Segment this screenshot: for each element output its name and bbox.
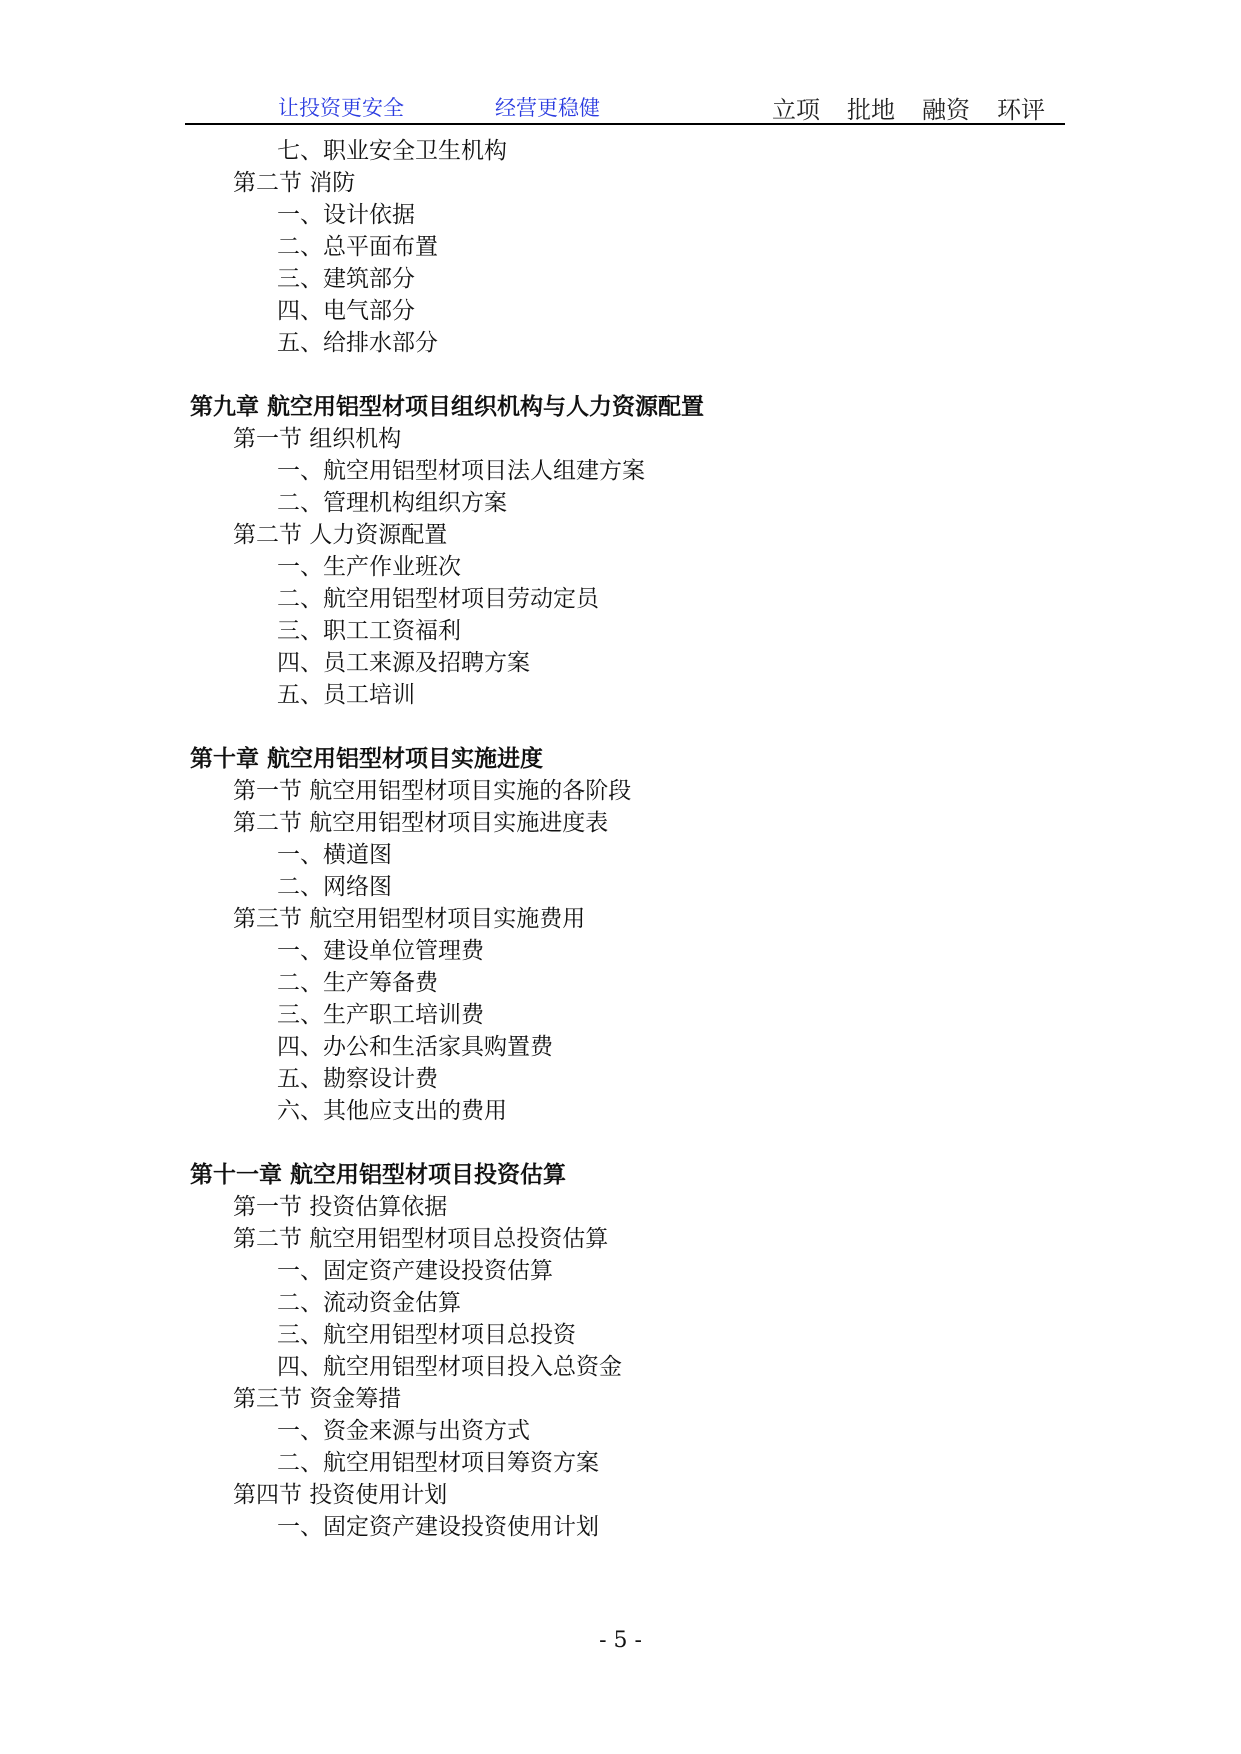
- toc-item: 三、职工工资福利: [277, 618, 461, 644]
- toc-section: 第一节 航空用铝型材项目实施的各阶段: [233, 778, 632, 804]
- toc-item: 六、其他应支出的费用: [277, 1098, 507, 1124]
- toc-item: 五、勘察设计费: [277, 1066, 438, 1092]
- header-tag-pidi: 批地: [847, 96, 895, 124]
- toc-item: 二、航空用铝型材项目筹资方案: [277, 1450, 599, 1476]
- toc-item: 一、资金来源与出资方式: [277, 1418, 530, 1444]
- toc-item: 三、生产职工培训费: [277, 1002, 484, 1028]
- toc-item: 一、建设单位管理费: [277, 938, 484, 964]
- toc-item: 四、办公和生活家具购置费: [277, 1034, 553, 1060]
- toc-item: 二、网络图: [277, 874, 392, 900]
- toc-item: 五、给排水部分: [277, 330, 438, 356]
- toc-chapter: 第十章 航空用铝型材项目实施进度: [190, 745, 544, 772]
- toc-section: 第一节 投资估算依据: [233, 1194, 448, 1220]
- toc-item: 四、航空用铝型材项目投入总资金: [277, 1354, 622, 1380]
- toc-section: 第三节 资金筹措: [233, 1386, 402, 1412]
- toc-section: 第三节 航空用铝型材项目实施费用: [233, 906, 586, 932]
- toc-item: 一、横道图: [277, 842, 392, 868]
- toc-item: 五、员工培训: [277, 682, 415, 708]
- header-tag-rongzi: 融资: [922, 96, 970, 124]
- toc-item: 二、流动资金估算: [277, 1290, 461, 1316]
- toc-chapter: 第九章 航空用铝型材项目组织机构与人力资源配置: [190, 393, 705, 420]
- toc-item: 二、生产筹备费: [277, 970, 438, 996]
- toc-section: 第二节 消防: [233, 170, 356, 196]
- toc-chapter: 第十一章 航空用铝型材项目投资估算: [190, 1161, 567, 1188]
- toc-item: 三、航空用铝型材项目总投资: [277, 1322, 576, 1348]
- toc-item: 一、生产作业班次: [277, 554, 461, 580]
- toc-section: 第四节 投资使用计划: [233, 1482, 448, 1508]
- toc-section: 第二节 航空用铝型材项目总投资估算: [233, 1226, 609, 1252]
- toc-item: 一、设计依据: [277, 202, 415, 228]
- toc-section: 第二节 航空用铝型材项目实施进度表: [233, 810, 609, 836]
- header-slogan-right: 经营更稳健: [495, 96, 600, 120]
- toc-item: 四、员工来源及招聘方案: [277, 650, 530, 676]
- toc-item: 三、建筑部分: [277, 266, 415, 292]
- toc-item: 七、职业安全卫生机构: [277, 138, 507, 164]
- header-tag-huanping: 环评: [997, 96, 1045, 124]
- toc-item: 一、航空用铝型材项目法人组建方案: [277, 458, 645, 484]
- toc-item: 二、总平面布置: [277, 234, 438, 260]
- toc-item: 四、电气部分: [277, 298, 415, 324]
- toc-section: 第二节 人力资源配置: [233, 522, 448, 548]
- toc-item: 一、固定资产建设投资估算: [277, 1258, 553, 1284]
- toc-section: 第一节 组织机构: [233, 426, 402, 452]
- header-tag-lixiang: 立项: [772, 96, 820, 124]
- toc-item: 一、固定资产建设投资使用计划: [277, 1514, 599, 1540]
- page-number: - 5 -: [599, 1628, 642, 1653]
- header-slogan-left: 让投资更安全: [278, 96, 404, 120]
- toc-item: 二、航空用铝型材项目劳动定员: [277, 586, 599, 612]
- toc-item: 二、管理机构组织方案: [277, 490, 507, 516]
